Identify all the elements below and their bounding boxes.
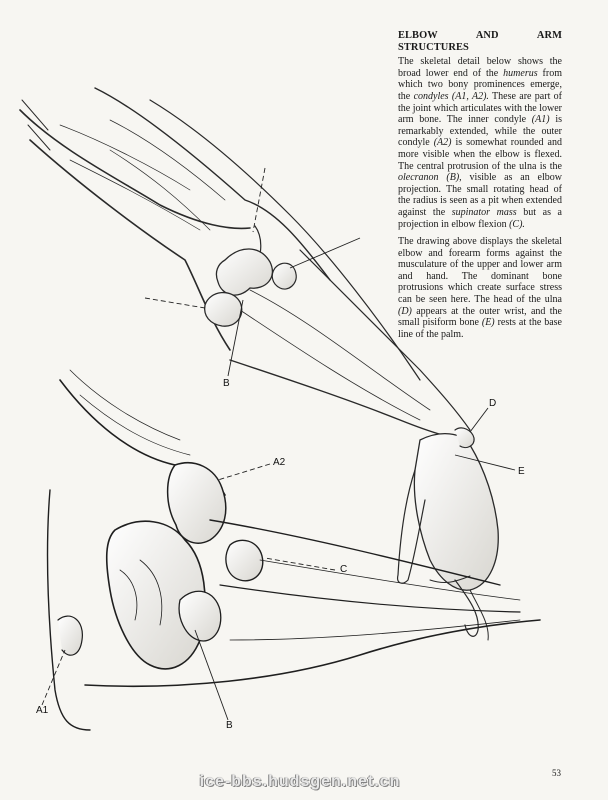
paragraph-condyles xyxy=(398,56,562,230)
label-c: C xyxy=(340,564,348,575)
text-run: from which two bony prominences emerge, the xyxy=(398,67,562,102)
text-run: appears at the outer wrist, and the small pisiform bone xyxy=(398,305,562,329)
italic-term: olecranon (B), xyxy=(398,172,462,184)
italic-term: supinator mass xyxy=(451,206,517,218)
label-d: D xyxy=(489,398,497,409)
label-b-upper: B xyxy=(223,378,230,389)
label-a2: A2 xyxy=(273,457,286,468)
section-heading: ELBOW AND ARM STRUCTURES xyxy=(398,30,562,53)
text-run: The skeletal detail below shows the broad lower end of the xyxy=(398,56,562,79)
watermark-text: ice-bbs.hudsgen.net.cn xyxy=(199,773,401,790)
text-run: These are part of the joint which articulates with the lower arm bone. The inner condyle xyxy=(398,90,563,126)
italic-term: humerus xyxy=(503,67,538,79)
italic-term: (A1) xyxy=(531,114,550,126)
italic-term: (C). xyxy=(509,218,525,230)
paragraph-skeletal-forms xyxy=(398,236,562,340)
italic-term: (A2) xyxy=(433,137,452,149)
text-run: visible as an elbow projection. The small rotating head of the radius is seen as a pit when extended against the xyxy=(398,172,562,218)
label-e: E xyxy=(518,466,525,477)
text-run: The drawing above displays the skeletal elbow and forearm forms against the musculature of the upper and lower arm and hand. The dominant bone protrusions which create surface stress can be seen here. The head of the ulna xyxy=(398,236,562,306)
text-run: is somewhat rounded and more visible when the elbow is flexed. The central protrusion of the ulna is the xyxy=(398,137,562,172)
italic-term: condyles (A1, A2). xyxy=(413,90,489,102)
text-run: but as a projection in elbow flexion xyxy=(398,206,562,230)
label-b-lower: B xyxy=(226,720,233,731)
label-a1: A1 xyxy=(36,705,49,716)
italic-term: (E) xyxy=(481,317,495,329)
text-run: rests at the base line of the palm. xyxy=(398,317,562,340)
page-number: 53 xyxy=(552,768,561,778)
text-column xyxy=(398,30,562,346)
text-run: is remarkably extended, while the outer condyle xyxy=(398,114,562,149)
italic-term: (D) xyxy=(398,305,412,317)
